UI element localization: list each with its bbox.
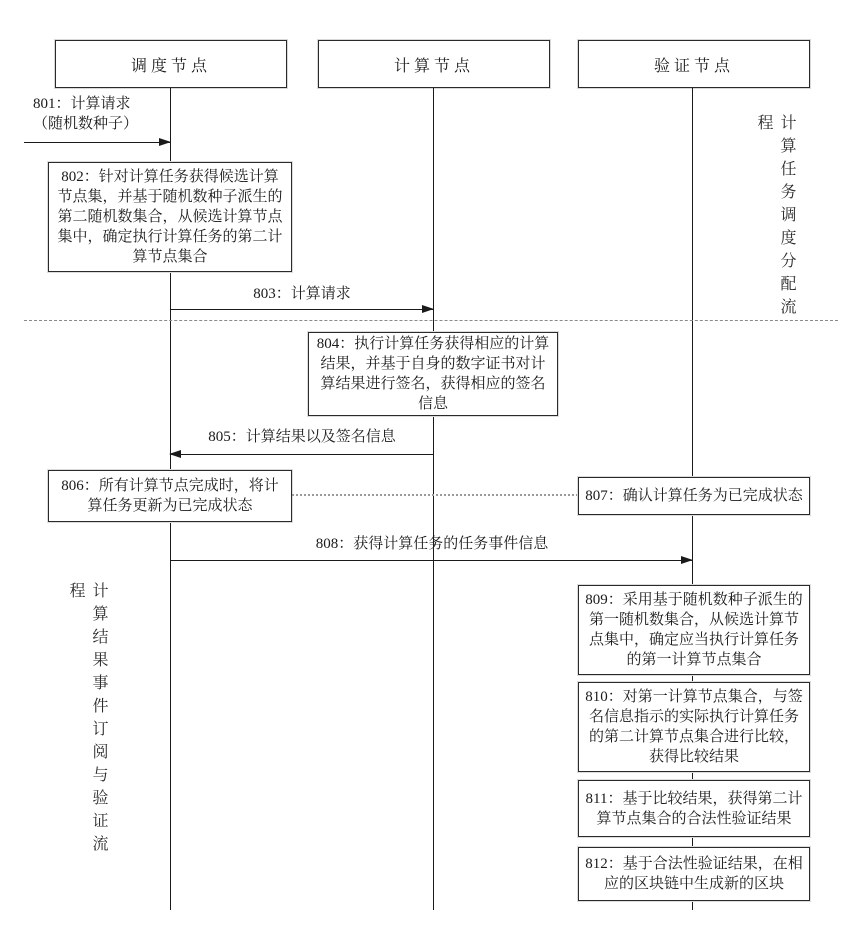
- step-809-box: 809：采用基于随机数种子派生的第一随机数集合，从候选计算节点集中，确定应当执行计算任务的第一计算节点集合: [578, 585, 810, 675]
- step-806-box: 806：所有计算节点完成时，将计算任务更新为已完成状态: [48, 470, 292, 522]
- lifeline-compute-node: [433, 88, 434, 910]
- step-810-box: 810：对第一计算节点集合，与签名信息指示的实际执行计算任务的第二计算节点集合进行比较，获得比较结果: [578, 682, 810, 772]
- step-812-box: 812：基于合法性验证结果，在相应的区块链中生成新的区块: [578, 847, 810, 901]
- actor-box-scheduler-node: 调度节点: [55, 40, 287, 88]
- side-label-scheduling-phase: 计算任务调度分配流程: [755, 114, 795, 321]
- step-807-box: 807：确认计算任务为已完成状态: [578, 477, 810, 515]
- message-808-arrow: [170, 560, 692, 561]
- message-805-arrow: [170, 454, 433, 455]
- actor-box-verify-node: 验证节点: [578, 40, 810, 88]
- step-802-box: 802：针对计算任务获得候选计算节点集，并基于随机数种子派生的第二随机数集合，从候选计算节点集中，确定执行计算任务的第二计算节点集合: [48, 162, 292, 272]
- message-803-label: 803：计算请求: [253, 286, 351, 302]
- message-808-label: 808：获得计算任务的任务事件信息: [315, 536, 549, 552]
- message-801-label: 801：计算请求 （随机数种子）: [33, 96, 139, 132]
- phase-divider-line: [24, 320, 838, 321]
- message-805-label: 805：计算结果以及签名信息: [208, 429, 396, 445]
- connector-806-807: [292, 494, 578, 496]
- step-804-box: 804：执行计算任务获得相应的计算结果，并基于自身的数字证书对计算结果进行签名，获得相应的签名信息: [308, 332, 558, 416]
- step-811-box: 811：基于比较结果，获得第二计算节点集合的合法性验证结果: [578, 780, 810, 837]
- message-801-arrow: [24, 142, 170, 143]
- side-label-verification-phase: 计算结果事件订阅与验证流程: [67, 582, 107, 858]
- message-803-arrow: [170, 309, 433, 310]
- actor-box-compute-node: 计算节点: [318, 40, 550, 88]
